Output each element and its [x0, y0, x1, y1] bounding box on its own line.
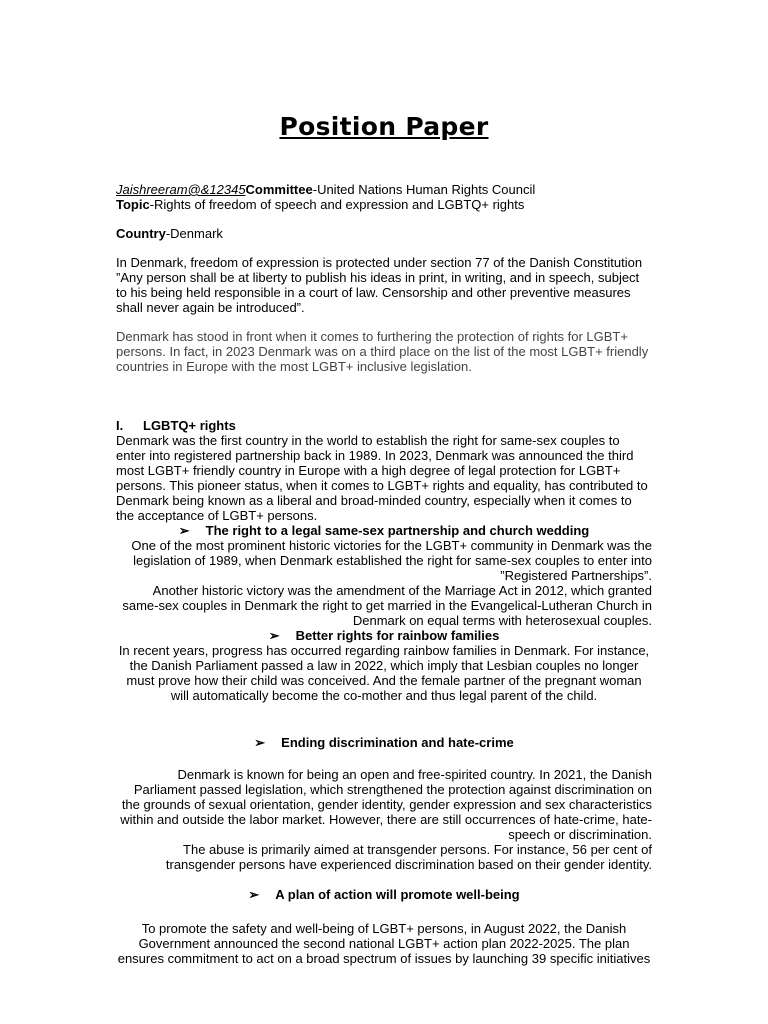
- subheading-text: Ending discrimination and hate-crime: [281, 735, 514, 750]
- arrow-bullet-icon: ➢: [248, 887, 260, 902]
- action-plan-paragraph: To promote the safety and well-being of LGBT+ persons, in August 2022, the Danish Government announced the second national LGBT+ action plan 2022-2025. The plan ensures commitment to act on a broad spectrum of issues by launching 39 specific initiatives: [117, 921, 651, 966]
- discrimination-paragraph-1: Denmark is known for being an open and free-spirited country. In 2021, the Danish Parliament passed legislation, which strengthened the protection against discrimination on the grounds of sexual orientation, gender identity, gender expression and sex characteristics within and outside the labor market. However, there are still occurrences of hate-crime, hate-speech or discrimination.: [120, 767, 652, 842]
- arrow-bullet-icon: ➢: [178, 523, 190, 538]
- country-value: -Denmark: [165, 226, 223, 241]
- author-handle: Jaishreeram@&12345: [116, 182, 246, 197]
- topic-label: Topic: [116, 197, 150, 212]
- country-label: Country: [116, 226, 166, 241]
- subheading-text: A plan of action will promote well-being: [275, 887, 520, 902]
- subheading-discrimination: [116, 735, 652, 750]
- section-number: I.: [116, 418, 124, 433]
- committee-value: -United Nations Human Rights Council: [312, 182, 536, 197]
- intro-paragraph-2: Denmark has stood in front when it comes to furthering the protection of rights for LGBT+ persons. In fact, in 2023 Denmark was on a third place on the list of the most LGBT+ friendly countries in Europe with the most LGBT+ inclusive legislation.: [116, 329, 649, 374]
- rainbow-families-paragraph: In recent years, progress has occurred regarding rainbow families in Denmark. For instance, the Danish Parliament passed a law in 2022, which imply that Lesbian couples no longer must prove how their child was conceived. And the female partner of the pregnant woman will automatically become the co-mother and thus legal parent of the child.: [118, 643, 650, 703]
- section-1-text: Denmark was the first country in the world to establish the right for same-sex couples to enter into registered partnership back in 1989. In 2023, Denmark was announced the third most LGBT+ friendly country in Europe with a high degree of legal protection for LGBT+ persons. This pioneer status, when it comes to LGBT+ rights and equality, has contributed to Denmark being known as a liberal and broad-minded country, especially when it comes to the acceptance of LGBT+ persons.: [116, 433, 648, 523]
- intro-paragraph-1: In Denmark, freedom of expression is protected under section 77 of the Danish Constitution ”Any person shall be at liberty to publish his ideas in print, in writing, and in speech, subject to his being held responsible in a court of law. Censorship and other preventive measures shall never again be introduced”.: [116, 255, 643, 315]
- arrow-bullet-icon: ➢: [254, 735, 266, 750]
- arrow-bullet-icon: ➢: [268, 628, 280, 643]
- section-heading-lgbtq: [116, 418, 652, 433]
- partnership-paragraph-1: One of the most prominent historic victories for the LGBT+ community in Denmark was the legislation of 1989, when Denmark established the right for same-sex couples to enter into ”Registered Partnerships”.: [131, 538, 652, 583]
- subheading-partnership: [116, 523, 652, 538]
- subheading-action-plan: [116, 887, 652, 902]
- partnership-paragraph-2: Another historic victory was the amendment of the Marriage Act in 2012, which granted same-sex couples in Denmark the right to get married in the Evangelical-Lutheran Church in Denmark on equal terms with heterosexual couples.: [122, 583, 652, 628]
- country-line: [116, 226, 652, 241]
- subheading-rainbow-families: [116, 628, 652, 643]
- topic-line: [116, 197, 652, 212]
- section-title: LGBTQ+ rights: [143, 418, 236, 433]
- discrimination-paragraph-2: The abuse is primarily aimed at transgender persons. For instance, 56 per cent of transgender persons have experienced discrimination based on their gender identity.: [165, 842, 652, 872]
- topic-value: -Rights of freedom of speech and expression and LGBTQ+ rights: [149, 197, 525, 212]
- committee-label: Committee: [245, 182, 313, 197]
- subheading-text: The right to a legal same-sex partnership and church wedding: [205, 523, 590, 538]
- document-body: [116, 182, 652, 966]
- subheading-text: Better rights for rainbow families: [295, 628, 500, 643]
- committee-line: [116, 182, 652, 197]
- page-title: Position Paper: [279, 112, 489, 141]
